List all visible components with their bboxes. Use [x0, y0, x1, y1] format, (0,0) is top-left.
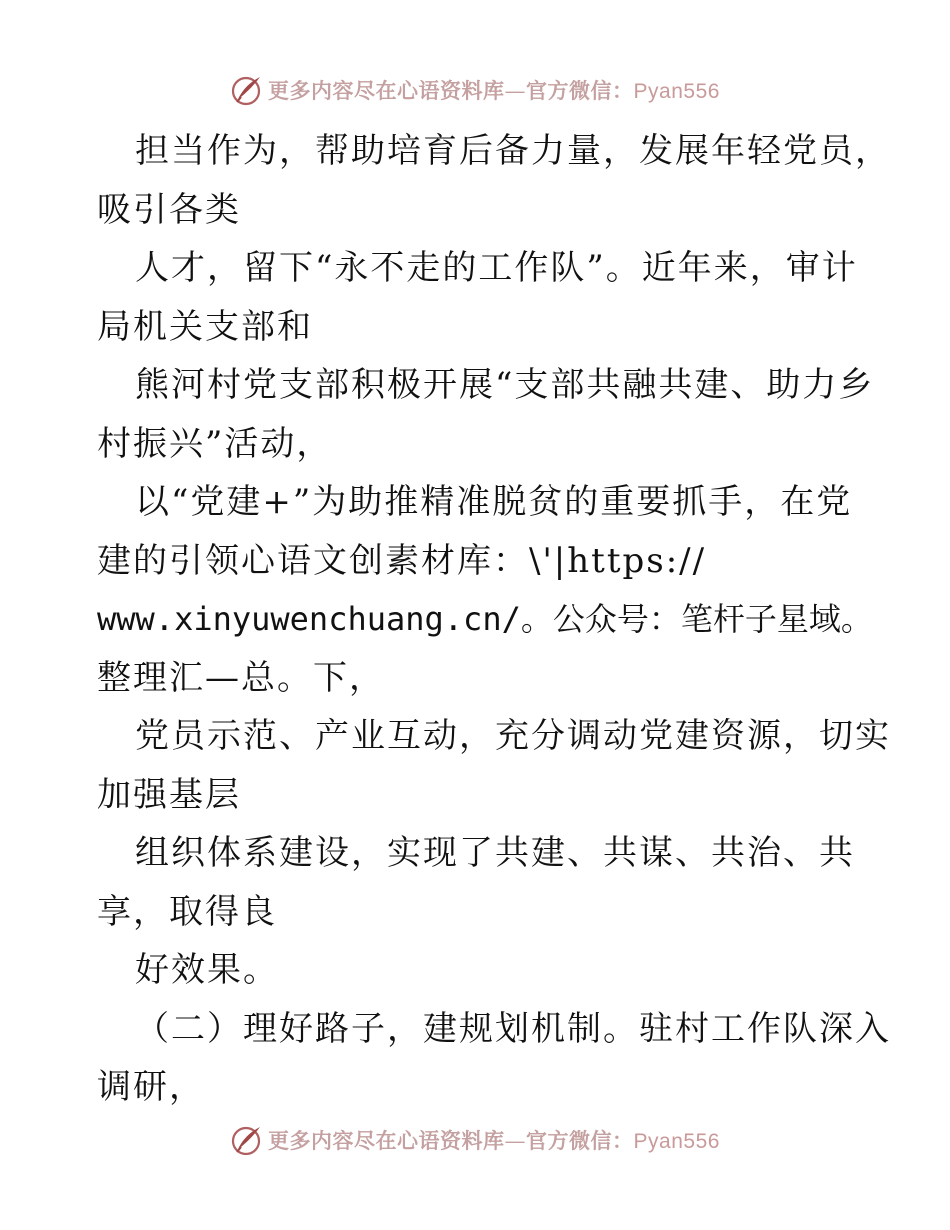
text-line: 整理汇—总。下，	[97, 657, 385, 698]
header-banner	[0, 70, 950, 110]
text-line: 以“党建+”为助推精准脱贫的重要抓手，在党	[135, 482, 853, 522]
quill-pen-logo-icon	[230, 1123, 264, 1157]
text-line: 组织体系建设，实现了共建、共谋、共治、共	[135, 833, 855, 873]
quill-pen-logo-icon	[230, 73, 264, 107]
text-line: 人才，留下“永不走的工作队”。近年来，审计	[135, 248, 858, 288]
text-line: 担当作为，帮助培育后备力量，发展年轻党员，	[135, 131, 891, 171]
text-line: 调研，	[97, 1067, 205, 1107]
text-line: 熊河村党支部积极开展“支部共融共建、助力乡	[135, 365, 875, 405]
text-line: 好效果。	[135, 950, 279, 990]
banner-separator: —	[504, 79, 527, 103]
document-body	[97, 122, 891, 1117]
banner-slogan: 更多内容尽在心语资料库	[268, 1128, 505, 1153]
text-line: 享，取得良	[97, 891, 277, 932]
text-line: 吸引各类	[97, 189, 241, 230]
banner-wechat-id: Pyan556	[633, 80, 720, 103]
banner-text-group	[268, 1125, 720, 1155]
banner-wechat-id: Pyan556	[633, 1130, 720, 1153]
banner-text-group	[268, 75, 720, 105]
section-heading-line: （二）理好路子，建规划机制。驻村工作队深入	[135, 1008, 891, 1049]
footer-banner	[0, 1120, 950, 1160]
text-line: 局机关支部和	[97, 306, 313, 347]
text-line: 村振兴”活动，	[97, 423, 333, 464]
banner-wechat-label: 官方微信：	[526, 78, 634, 103]
banner-slogan: 更多内容尽在心语资料库	[268, 78, 505, 103]
text-line: 建的引领心语文创素材库：\'|https://	[97, 540, 707, 581]
text-line: 党员示范、产业互动，充分调动党建资源，切实	[135, 716, 891, 756]
text-line: 加强基层	[97, 774, 241, 815]
text-line-url: www.xinyuwenchuang.cn/。公众号：笔杆子星域。	[97, 600, 873, 638]
banner-separator: —	[504, 1129, 527, 1153]
banner-wechat-label: 官方微信：	[526, 1128, 634, 1153]
